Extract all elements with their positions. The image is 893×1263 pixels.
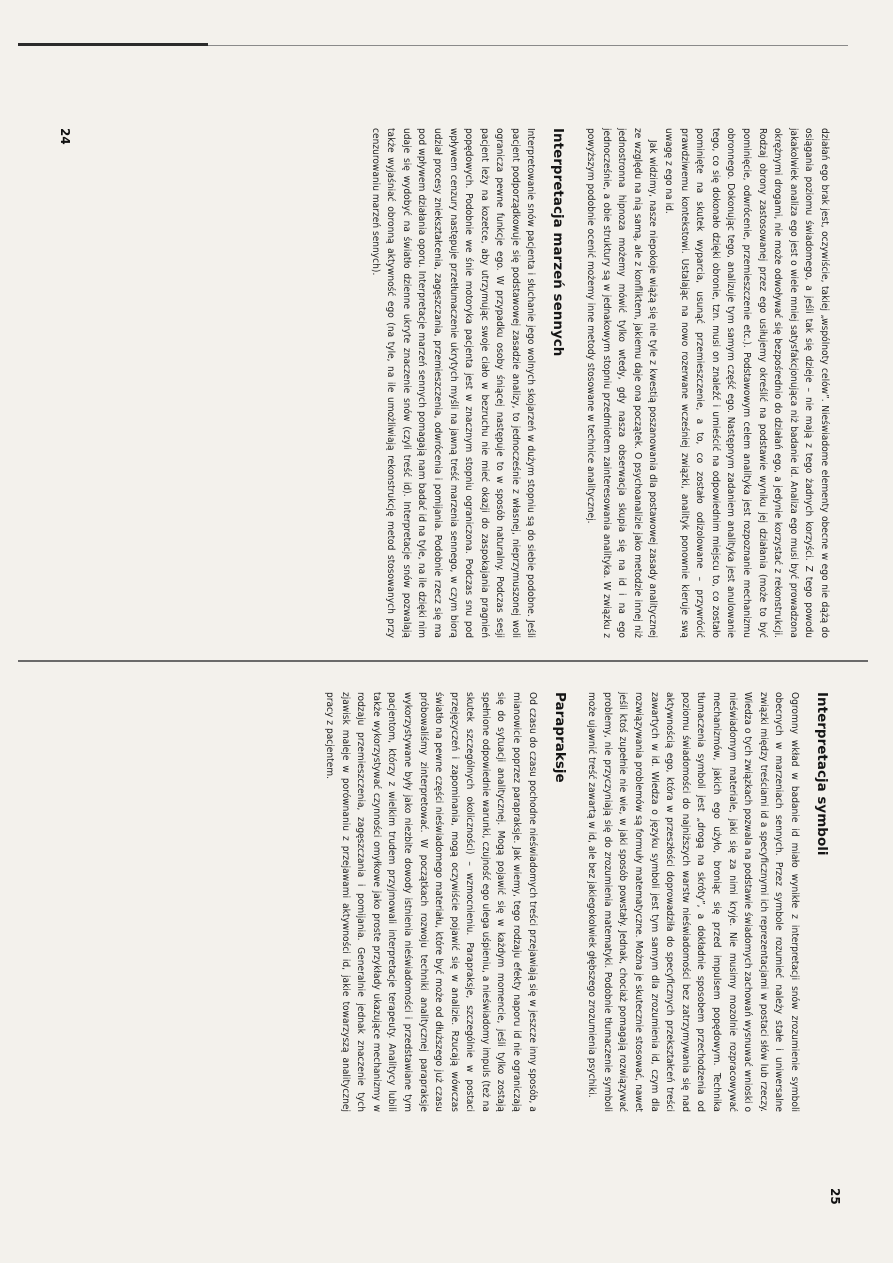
scan-fold-line xyxy=(18,660,868,662)
left-heading: Interpretacja marzeń sennych xyxy=(550,128,567,357)
scan-edge-line-top xyxy=(18,43,208,46)
scan-edge-line-top-faint xyxy=(208,45,848,46)
right-paragraph-symbols: Ogromny wkład w badanie id miało wynikłe z interpretacji snów zrozumienie symboli obecnych w marzeniach sennych. Przez symbole rozumieć należy stałe i uniwersalne związki między treściami id a specyficznymi ich reprezentacjami w postaci słów lub rzeczy. Wiedza o tych związkach pozwala na podstawie świadomych zachowań wysnuwać wnioski o nieświadomym materiale, jaki się za nimi kryje. Nie musimy mozolnie rozpracowywać mechanizmów, jakich ego użyło, broniąc się przed impulsem popędowym. Technika tłumaczenia symboli jest „drogą na skróty”, a dokładnie sposobem przechodzenia od poziomu świadomości do najniższych warstw nieświadomości bez zatrzymywania się nad aktywnością ego, która w przeszłości doprowadziła do specyficznych przekształceń treści zawartych w id. Wiedza o języku symboli jest tym samym dla zrozumienia id, czym dla rozwiązywania problemów są formuły matematyczne. Można je skutecznie stosować, nawet jeśli ktoś zupełnie nie wie, w jaki sposób powstały. Jednak, chociaż pomagają rozwiązywać problemy, nie przyczyniają się do zrozumienia matematyki. Podobnie tłumaczenie symboli może ujawnić treść zawartą w id, ale bez jakiegokolwiek głębszego zrozumienia psychiki. xyxy=(586,692,800,1112)
right-heading-symbols: Interpretacja symboli xyxy=(814,692,830,856)
left-paragraph-3: Interpretowanie snów pacjenta i słuchanie jego wolnych skojarzeń w dużym stopniu są do siebie podobne. Jeśli pacjent podporządkowuje się podstawowej zasadzie analizy, to jednocześnie z własnej, nieprzymuszonej woli ogranicza pewne funkcje ego. W przypadku osoby śniącej następuje to w sposób naturalny. Podczas sesji pacjent leży na kozetce, aby utrzymując swoje ciało w bezruchu nie mieć okazji do zaspokajania pragnień popędowych. Podobnie we śnie motoryka pacjenta jest w znacznym stopniu ograniczona. Podczas snu pod wpływem cenzury następuje przetłumaczenie ukrytych myśli na jawną treść marzenia sennego, w czym biorą udział procesy zniekształcenia, zagęszczania, przemieszczenia, odwrócenia i pomijania. Podobnie rzecz się ma pod wpływem działania oporu. Interpretacje marzeń sennych pomagają nam badać id na tyle, na ile dzięki nim udaje się wydobyć na światło dzienne ukryte znaczenie snów (czyli treść id). Interpretacje snów pozwalają także wyjaśniać obronną aktywność ego (na tyle, na ile umożliwiają rekonstrukcję metod stosowanych przy cenzurowaniu marzeń sennych). xyxy=(369,128,537,638)
page-number-right: 25 xyxy=(828,1188,842,1205)
left-page xyxy=(112,128,832,638)
page-number-left: 24 xyxy=(58,128,72,145)
right-heading-parapraxes: Parapraksje xyxy=(551,692,568,783)
right-page xyxy=(110,692,830,1112)
left-paragraph-1: działań ego brak jest, oczywiście, takiej „wspólnoty celów”. Nieświadome elementy obecne w ego nie dążą do osiągania poziomu świadomego, a jeśli tak się dzieje – nie mają z tego żadnych korzyści. Z tego powodu jakakolwiek analiza ego jest o wiele mniej satysfakcjonująca niż badanie id. Analiza ego musi być prowadzona okrężnymi drogami, nie może odwoływać się bezpośrednio do działań ego, a jedynie korzystać z rekonstrukcji. Rodzaj obrony zastosowanej przez ego usiłujemy określić na podstawie wyniku jej działania (może to być pominięcie, odwrócenie, przemieszczenie etc.). Podstawowym celem analityka jest rozpoznanie mechanizmu obronnego. Dokonując tego, analizuje tym samym część ego. Następnym zadaniem analityka jest anulowanie tego, co się dokonało dzięki obronie, tzn. musi on znaleźć i umieścić na odpowiednim miejscu to, co zostało pominięte na skutek wyparcia, usunąć przemieszczenie, a to, co zostało odizolowane – przywrócić prawdziwemu kontekstowi. Ustalając na nowo rozerwane wcześniej związki, analityk ponownie kieruje swą uwagę z ego na id. xyxy=(663,128,830,638)
right-paragraph-parapraxes: Od czasu do czasu pochodne nieświadomych treści przejawiają się w jeszcze inny sposób, a mianowicie poprzez parapraksje. Jak wiemy, tego rodzaju efekty naporu id nie ograniczają się do sytuacji analitycznej. Mogą pojawić się w każdym momencie, jeśli tylko zostają spełnione odpowiednie warunki, czujność ego ulega uśpieniu, a nieświadomy impuls (też na skutek szczególnych okoliczności) – wzmocnieniu. Parapraksje, szczególnie w postaci przejęzyczeń i zapominania, mogą oczywiście pojawić się w analizie. Rzucają wówczas światło na pewne części nieświadomego materiału, które być może od dłuższego już czasu próbowaliśmy zinterpretować. W początkach rozwoju techniki analitycznej parapraksje wykorzystywane były jako niezbite dowody istnienia nieświadomości i przedstawiane tym pacjentom, którzy z wielkim trudem przyjmowali interpretacje terapeuty. Analitycy lubili także wykorzystywać czynności omyłkowe jako proste przykłady ukazujące mechanizmy w rodzaju przemieszczenia, zagęszczania i pomijania. Generalnie jednak znaczenie tych zjawisk maleje w porównaniu z przejawami aktywności id, jakie towarzyszą analitycznej pracy z pacjentem. xyxy=(323,692,538,1112)
left-paragraph-2: Jak widzimy, nasze niepokoje wiążą się nie tyle z kwestią poszanowania dla postawowej zasady analitycznej ze względu na nią samą, ale z konfliktem, jakiemu daje ona początek. O psychoanalizie jako metodzie innej niż jednostronna hipnoza możemy mówić tylko wtedy, gdy nasza obserwacja skupia się na id i na ego jednocześnie, a obie struktury są w jednakowym stopniu przedmiotem zainteresowania analityka. W związku z powyższym podobnie ocenić możemy inne metody stosowane w technice analitycznej. xyxy=(585,128,659,638)
